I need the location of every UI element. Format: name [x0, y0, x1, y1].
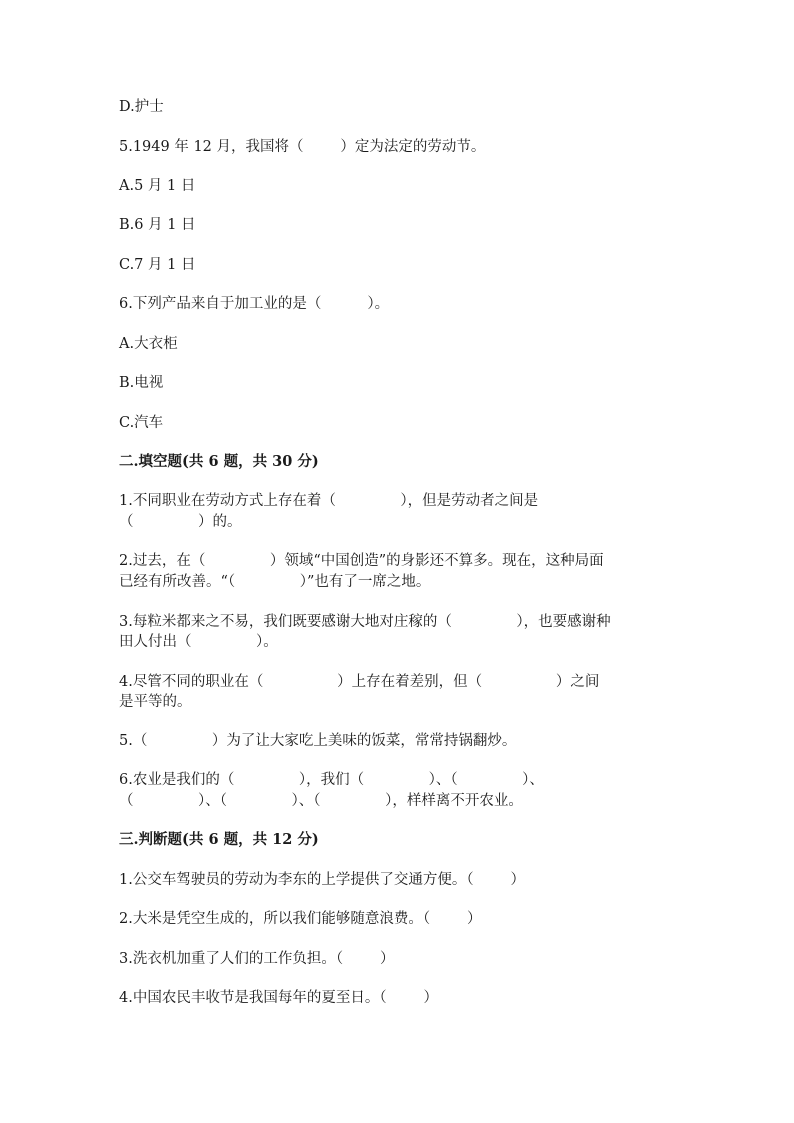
q6-option-c: C.汽车 — [119, 415, 164, 431]
fill-q2-line1: 2.过去，在（ ）领域“中国创造”的身影还不算多。现在，这种局面 — [119, 553, 604, 569]
q5-option-c: C.7 月 1 日 — [119, 257, 196, 273]
q6-stem: 6.下列产品来自于加工业的是（ ）。 — [119, 296, 390, 312]
fill-q5-line1: 5.（ ）为了让大家吃上美味的饭菜，常常持锅翻炒。 — [119, 733, 517, 749]
judge-q4: 4.中国农民丰收节是我国每年的夏至日。（ ） — [119, 990, 438, 1006]
q5-stem: 5.1949 年 12 月，我国将（ ）定为法定的劳动节。 — [119, 139, 486, 155]
fill-q3-line2: 田人付出（ ）。 — [119, 634, 278, 650]
q4-option-d: D.护士 — [119, 99, 164, 115]
q5-option-b: B.6 月 1 日 — [119, 217, 196, 233]
judge-q1: 1.公交车驾驶员的劳动为李东的上学提供了交通方便。（ ） — [119, 872, 525, 888]
fill-q3-line1: 3.每粒米都来之不易，我们既要感谢大地对庄稼的（ ），也要感谢种 — [119, 614, 611, 630]
fill-q6-line2: （ ）、（ ）、（ ），样样离不开农业。 — [119, 793, 523, 809]
fill-q6-line1: 6.农业是我们的（ ），我们（ ）、（ ）、 — [119, 772, 544, 788]
fill-q4-line2: 是平等的。 — [119, 694, 192, 710]
fill-q4-line1: 4.尽管不同的职业在（ ）上存在着差别，但（ ）之间 — [119, 674, 600, 690]
q6-option-b: B.电视 — [119, 375, 164, 391]
section-3-heading: 三.判断题(共 6 题，共 12 分) — [119, 831, 319, 848]
fill-q1-line1: 1.不同职业在劳动方式上存在着（ ），但是劳动者之间是 — [119, 493, 539, 509]
judge-q2: 2.大米是凭空生成的，所以我们能够随意浪费。（ ） — [119, 911, 482, 927]
judge-q3: 3.洗衣机加重了人们的工作负担。（ ） — [119, 951, 395, 967]
fill-q2-line2: 已经有所改善。“（ ）”也有了一席之地。 — [119, 574, 431, 590]
section-2-heading: 二.填空题(共 6 题，共 30 分) — [119, 453, 319, 470]
q6-option-a: A.大衣柜 — [119, 336, 178, 352]
fill-q1-line2: （ ）的。 — [119, 514, 242, 530]
q5-option-a: A.5 月 1 日 — [119, 178, 196, 194]
